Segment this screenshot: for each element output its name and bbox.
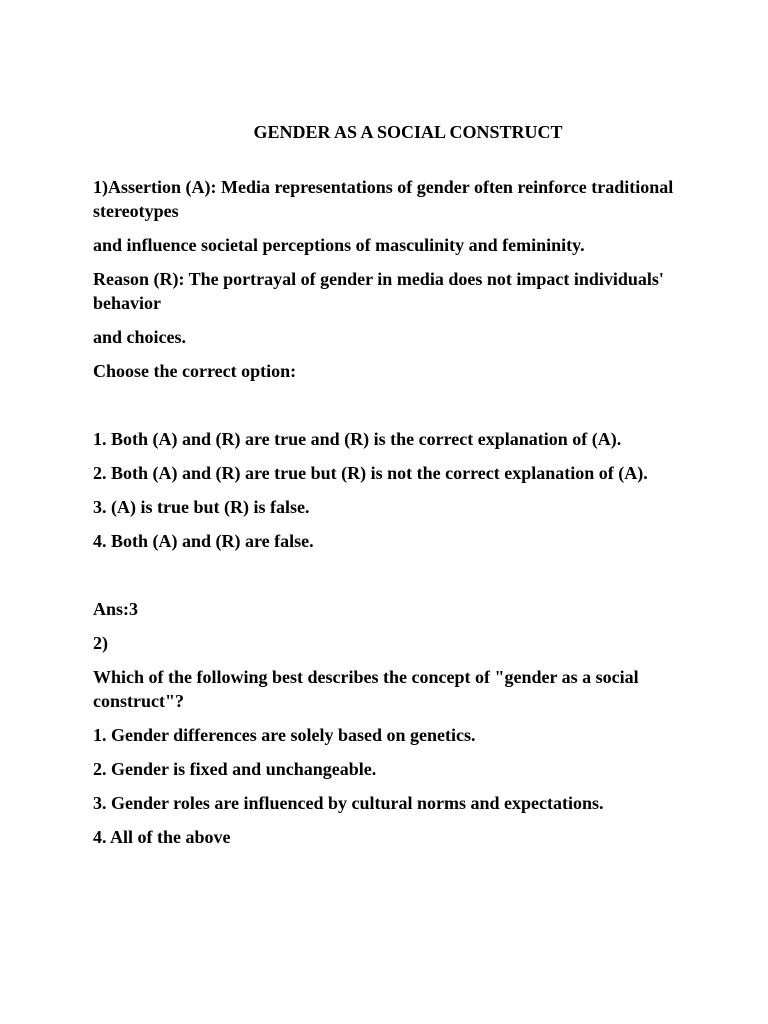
q2-option-3: 3. Gender roles are influenced by cultural norms and expectations. [93, 793, 604, 813]
q1-prompt: Choose the correct option: [93, 361, 297, 381]
q2-number: 2) [93, 633, 108, 653]
q1-option-3: 3. (A) is true but (R) is false. [93, 497, 310, 517]
q1-assertion: 1)Assertion (A): Media representations of gender often reinforce traditional stereotypes [93, 177, 674, 221]
q2-option-2: 2. Gender is fixed and unchangeable. [93, 759, 377, 779]
q1-answer: Ans:3 [93, 599, 139, 619]
page-title: GENDER AS A SOCIAL CONSTRUCT [253, 122, 563, 142]
document-page [93, 120, 683, 849]
q2-option-4: 4. All of the above [93, 827, 231, 847]
q1-option-4: 4. Both (A) and (R) are false. [93, 531, 314, 551]
q1-option-2: 2. Both (A) and (R) are true but (R) is not the correct explanation of (A). [93, 463, 648, 483]
q1-option-1: 1. Both (A) and (R) are true and (R) is the correct explanation of (A). [93, 429, 622, 449]
q2-option-1: 1. Gender differences are solely based on genetics. [93, 725, 476, 745]
q2-question: Which of the following best describes the concept of "gender as a social construct"? [93, 667, 639, 711]
q1-assertion-continuation: and influence societal perceptions of masculinity and femininity. [93, 235, 585, 255]
q1-reason: Reason (R): The portrayal of gender in media does not impact individuals' behavior [93, 269, 664, 313]
q1-reason-continuation: and choices. [93, 327, 187, 347]
